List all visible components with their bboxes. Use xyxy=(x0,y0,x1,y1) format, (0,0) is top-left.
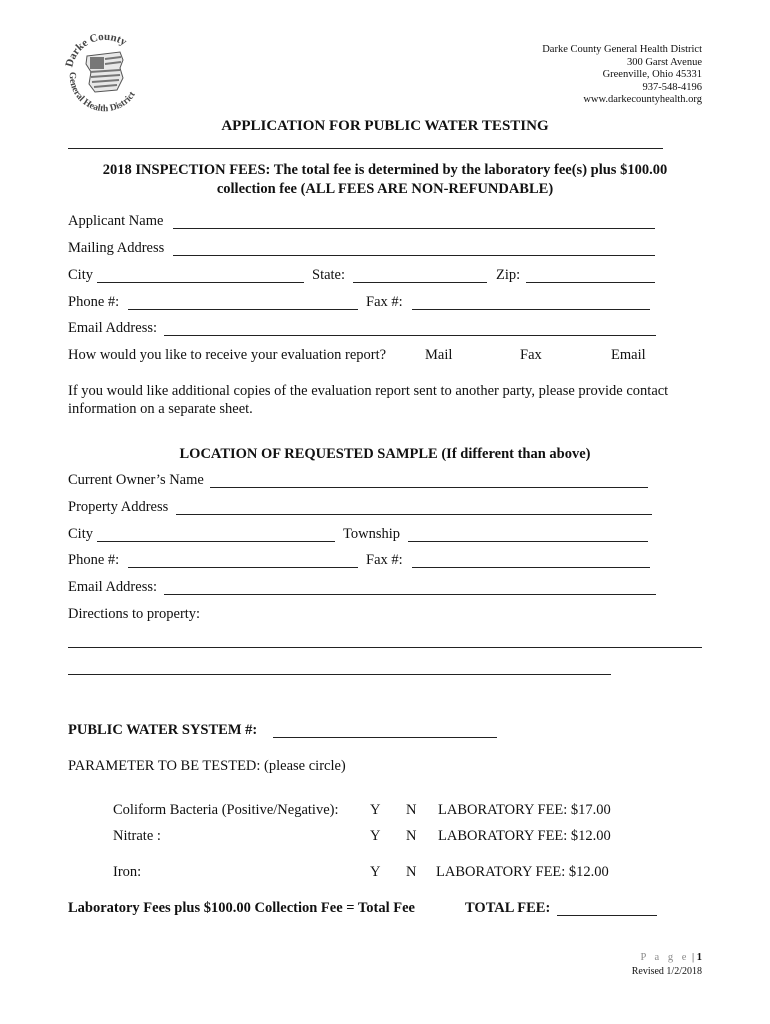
param-coliform-no[interactable]: N xyxy=(406,802,417,818)
title-rule xyxy=(68,148,663,149)
property-address-field[interactable] xyxy=(176,514,652,515)
parameters-heading: PARAMETER TO BE TESTED: (please circle) xyxy=(68,758,346,774)
org-name: Darke County General Health District xyxy=(542,44,702,55)
ohio-flag-icon xyxy=(86,52,123,92)
param-coliform-fee: LABORATORY FEE: $17.00 xyxy=(438,802,611,818)
applicant-name-label: Applicant Name xyxy=(68,213,164,229)
org-city: Greenville, Ohio 45331 xyxy=(602,69,702,81)
owner-name-field[interactable] xyxy=(210,487,648,488)
fees-notice-line1: 2018 INSPECTION FEES: The total fee is determined by the laboratory fee(s) plus $100.00 xyxy=(102,162,668,178)
phone-field[interactable] xyxy=(128,309,358,310)
email-field[interactable] xyxy=(164,335,656,336)
fax-field[interactable] xyxy=(412,309,650,310)
org-phone: 937-548-4196 xyxy=(642,81,702,93)
param-iron-yes[interactable]: Y xyxy=(370,864,381,880)
total-fee-formula: Laboratory Fees plus $100.00 Collection Fee = Total Fee xyxy=(68,900,415,916)
township-label: Township xyxy=(343,526,400,542)
phone-label: Phone #: xyxy=(68,294,120,310)
total-fee-label: TOTAL FEE: xyxy=(465,900,551,916)
page-num: 1 xyxy=(696,952,702,963)
location-email-field[interactable] xyxy=(164,594,656,595)
location-fax-field[interactable] xyxy=(412,567,650,568)
mailing-address-label: Mailing Address xyxy=(68,240,165,256)
page-title: APPLICATION FOR PUBLIC WATER TESTING xyxy=(221,118,549,134)
township-field[interactable] xyxy=(408,541,648,542)
copies-note-line2: information on a separate sheet. xyxy=(68,401,253,417)
report-option-mail[interactable]: Mail xyxy=(425,347,453,363)
param-nitrate-fee: LABORATORY FEE: $12.00 xyxy=(438,828,611,844)
param-coliform-yes[interactable]: Y xyxy=(370,802,381,818)
directions-label: Directions to property: xyxy=(68,606,201,622)
report-option-email[interactable]: Email xyxy=(611,347,646,363)
org-website: www.darkecountyhealth.org xyxy=(583,94,702,106)
page-number: P a g e | 1 xyxy=(640,952,702,963)
param-nitrate-name: Nitrate : xyxy=(113,828,161,844)
health-district-logo xyxy=(62,30,148,116)
org-address-block xyxy=(542,44,702,107)
applicant-name-field[interactable] xyxy=(173,228,655,229)
report-option-fax[interactable]: Fax xyxy=(520,347,542,363)
zip-label: Zip: xyxy=(496,267,521,283)
directions-field-line1[interactable] xyxy=(68,647,702,648)
org-street: 300 Garst Avenue xyxy=(626,56,702,68)
owner-name-label: Current Owner’s Name xyxy=(68,472,204,488)
page-word: P a g e xyxy=(640,952,690,963)
mailing-address-field[interactable] xyxy=(173,255,655,256)
location-phone-label: Phone #: xyxy=(68,552,120,568)
param-coliform-name: Coliform Bacteria (Positive/Negative): xyxy=(113,802,339,818)
water-system-field[interactable] xyxy=(273,737,497,738)
directions-field-line2[interactable] xyxy=(68,674,611,675)
report-delivery-question: How would you like to receive your evaluation report? xyxy=(68,347,387,363)
logo-top-text: Darke County xyxy=(63,30,129,69)
property-address-label: Property Address xyxy=(68,499,169,515)
water-system-label: PUBLIC WATER SYSTEM #: xyxy=(68,722,258,738)
logo-bottom-text: General Health District xyxy=(66,71,138,115)
city-field[interactable] xyxy=(97,282,304,283)
param-nitrate-yes[interactable]: Y xyxy=(370,828,381,844)
revision-date: Revised 1/2/2018 xyxy=(631,966,702,977)
fax-label: Fax #: xyxy=(366,294,403,310)
state-label: State: xyxy=(312,267,346,283)
fees-notice-line2: collection fee (ALL FEES ARE NON-REFUNDABLE) xyxy=(216,181,554,197)
email-label: Email Address: xyxy=(68,320,158,336)
zip-field[interactable] xyxy=(526,282,655,283)
param-iron-fee: LABORATORY FEE: $12.00 xyxy=(436,864,609,880)
city-label: City xyxy=(68,267,93,283)
location-fax-label: Fax #: xyxy=(366,552,403,568)
copies-note-line1: If you would like additional copies of the evaluation report sent to another party, please provide contact xyxy=(68,383,669,399)
location-city-field[interactable] xyxy=(97,541,335,542)
location-phone-field[interactable] xyxy=(128,567,358,568)
location-heading: LOCATION OF REQUESTED SAMPLE (If different than above) xyxy=(179,446,591,462)
location-email-label: Email Address: xyxy=(68,579,158,595)
param-nitrate-no[interactable]: N xyxy=(406,828,417,844)
total-fee-field[interactable] xyxy=(557,915,657,916)
param-iron-no[interactable]: N xyxy=(406,864,417,880)
location-city-label: City xyxy=(68,526,93,542)
state-field[interactable] xyxy=(353,282,487,283)
param-iron-name: Iron: xyxy=(113,864,142,880)
